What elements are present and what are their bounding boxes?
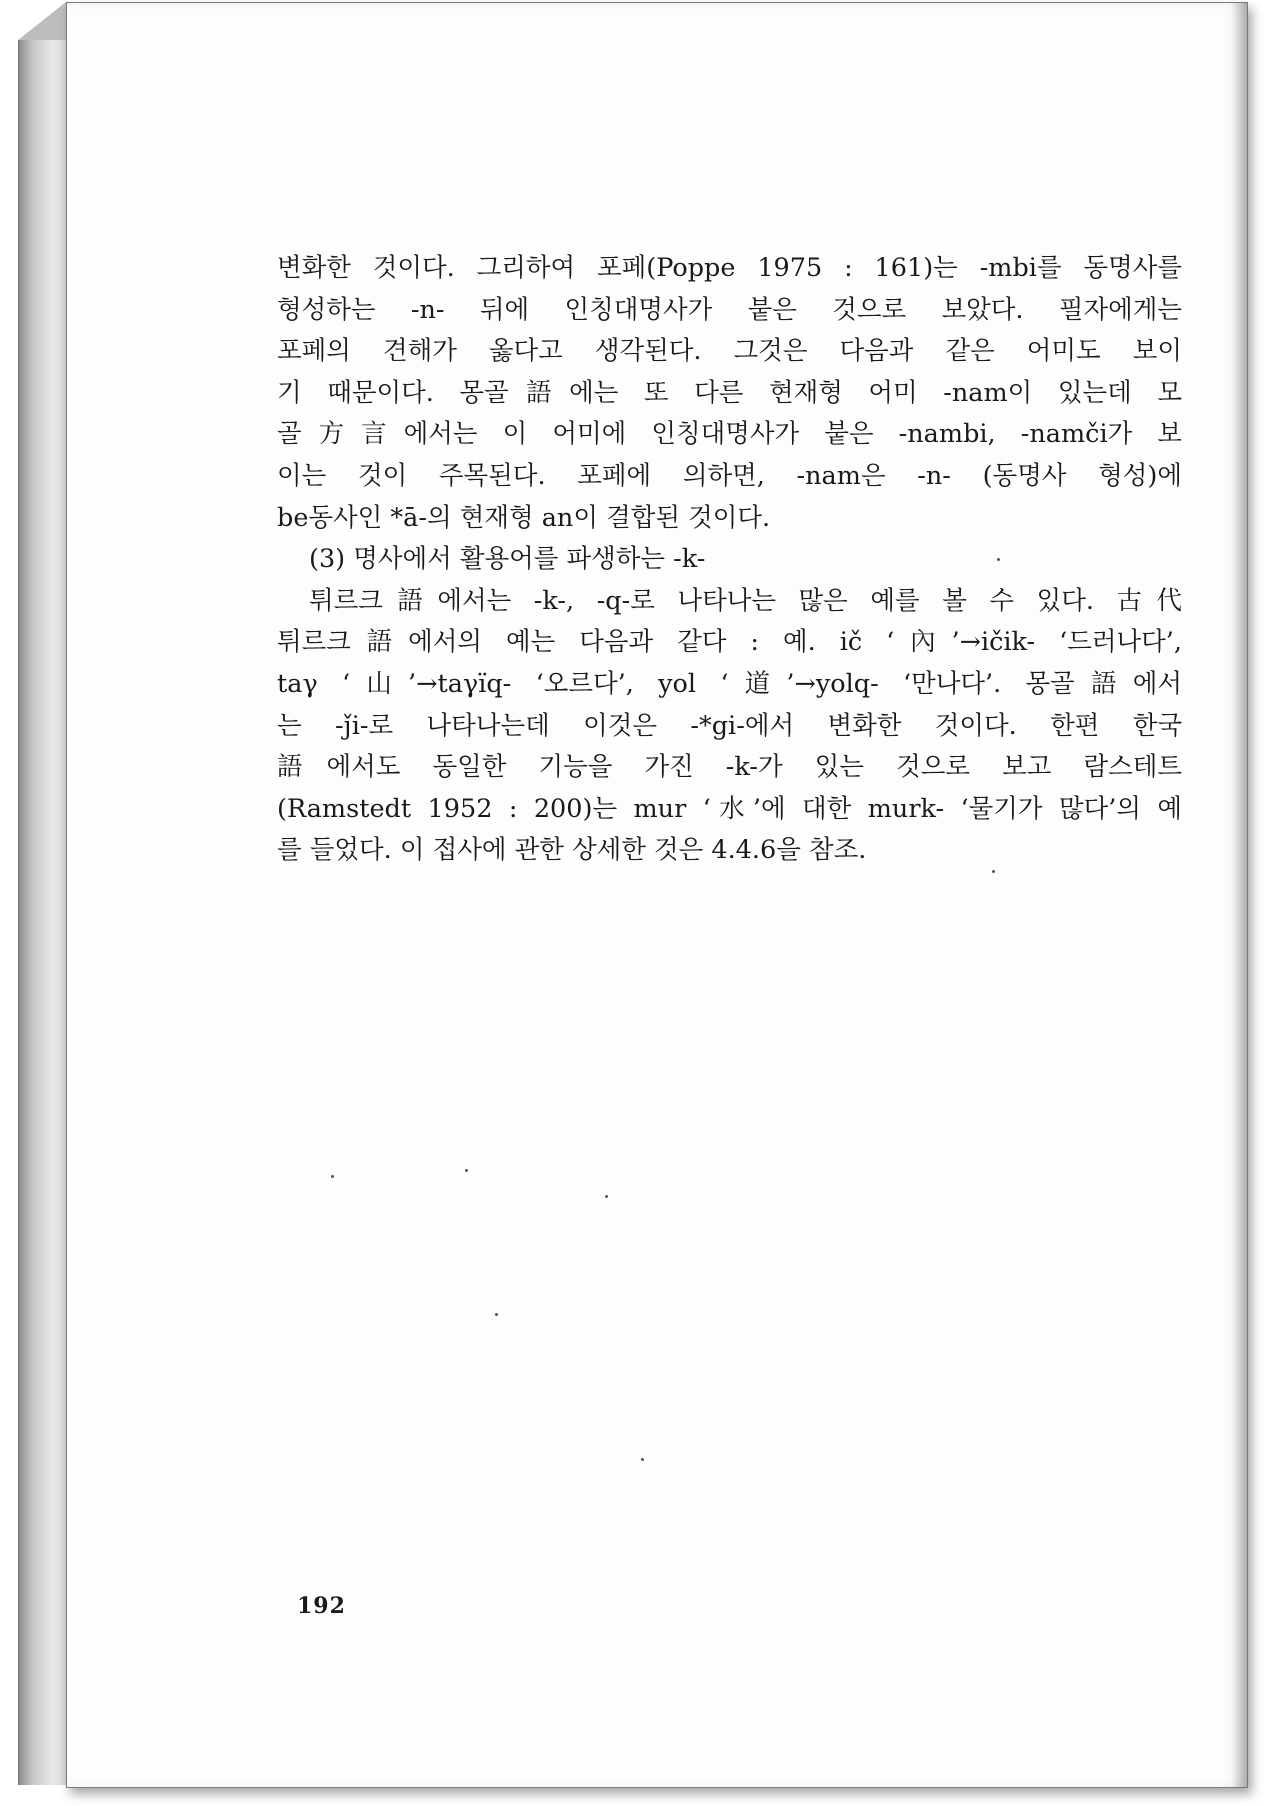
paragraph-1-line: 골方言에서는 이 어미에 인칭대명사가 붙은 -nambi, -namči가 보 [277,419,1182,450]
paragraph-1-line: 포페의 견해가 옳다고 생각된다. 그것은 다음과 같은 어미도 보이 [277,336,1182,367]
paragraph-1-line: 형성하는 -n- 뒤에 인칭대명사가 붙은 것으로 보았다. 필자에게는 [277,294,1182,325]
paragraph-1-line: be동사인 *ā-의 현재형 an이 결합된 것이다. [277,502,771,533]
paragraph-2-line: 튀르크語에서의 예는 다음과 같다 : 예. ič ‘內’→ičik- ‘드러나다’, [277,627,1182,658]
paragraph-2-line: taγ ‘山’→taγïq- ‘오르다’, yol ‘道’→yolq- ‘만나다’. 몽골語에서 [277,668,1182,699]
book-spine [18,40,68,1785]
page-edge-shadow [1231,3,1247,1787]
scan-speck [641,1458,644,1461]
paragraph-1-line: 변화한 것이다. 그리하여 포페(Poppe 1975 : 161)는 -mbi를 동명사를 [277,253,1182,283]
paragraph-2-line: (Ramstedt 1952 : 200)는 mur ‘水’에 대한 murk- ‘물기가 많다’의 예 [277,793,1182,824]
page-number: 192 [297,1593,346,1619]
paragraph-2-line: 는 -ǰi-로 나타나는데 이것은 -*gi-에서 변화한 것이다. 한편 한국 [277,710,1182,741]
scan-speck [465,1169,468,1172]
book-spine-top [18,2,66,40]
scan-speck [495,1313,498,1316]
book-page [66,2,1248,1788]
paragraph-2-line: 를 들었다. 이 접사에 관한 상세한 것은 4.4.6을 참조. [277,835,867,866]
paragraph-1-line: 기 때문이다. 몽골語에는 또 다른 현재형 어미 -nam이 있는데 모 [277,377,1182,408]
section-heading: (3) 명사에서 활용어를 파생하는 -k- [309,544,706,575]
paragraph-2-line: 語에서도 동일한 기능을 가진 -k-가 있는 것으로 보고 람스테트 [277,752,1182,783]
body-text [277,248,1182,872]
scan-speck [992,870,995,873]
paragraph-1-line: 이는 것이 주목된다. 포페에 의하면, -nam은 -n- (동명사 형성)에 [277,460,1182,491]
scan-speck [605,1195,608,1198]
scan-speck [331,1175,334,1178]
scan-speck [997,558,1000,561]
paragraph-2-line: 튀르크語에서는 -k-, -q-로 나타나는 많은 예를 볼 수 있다. 古代 [309,585,1182,616]
